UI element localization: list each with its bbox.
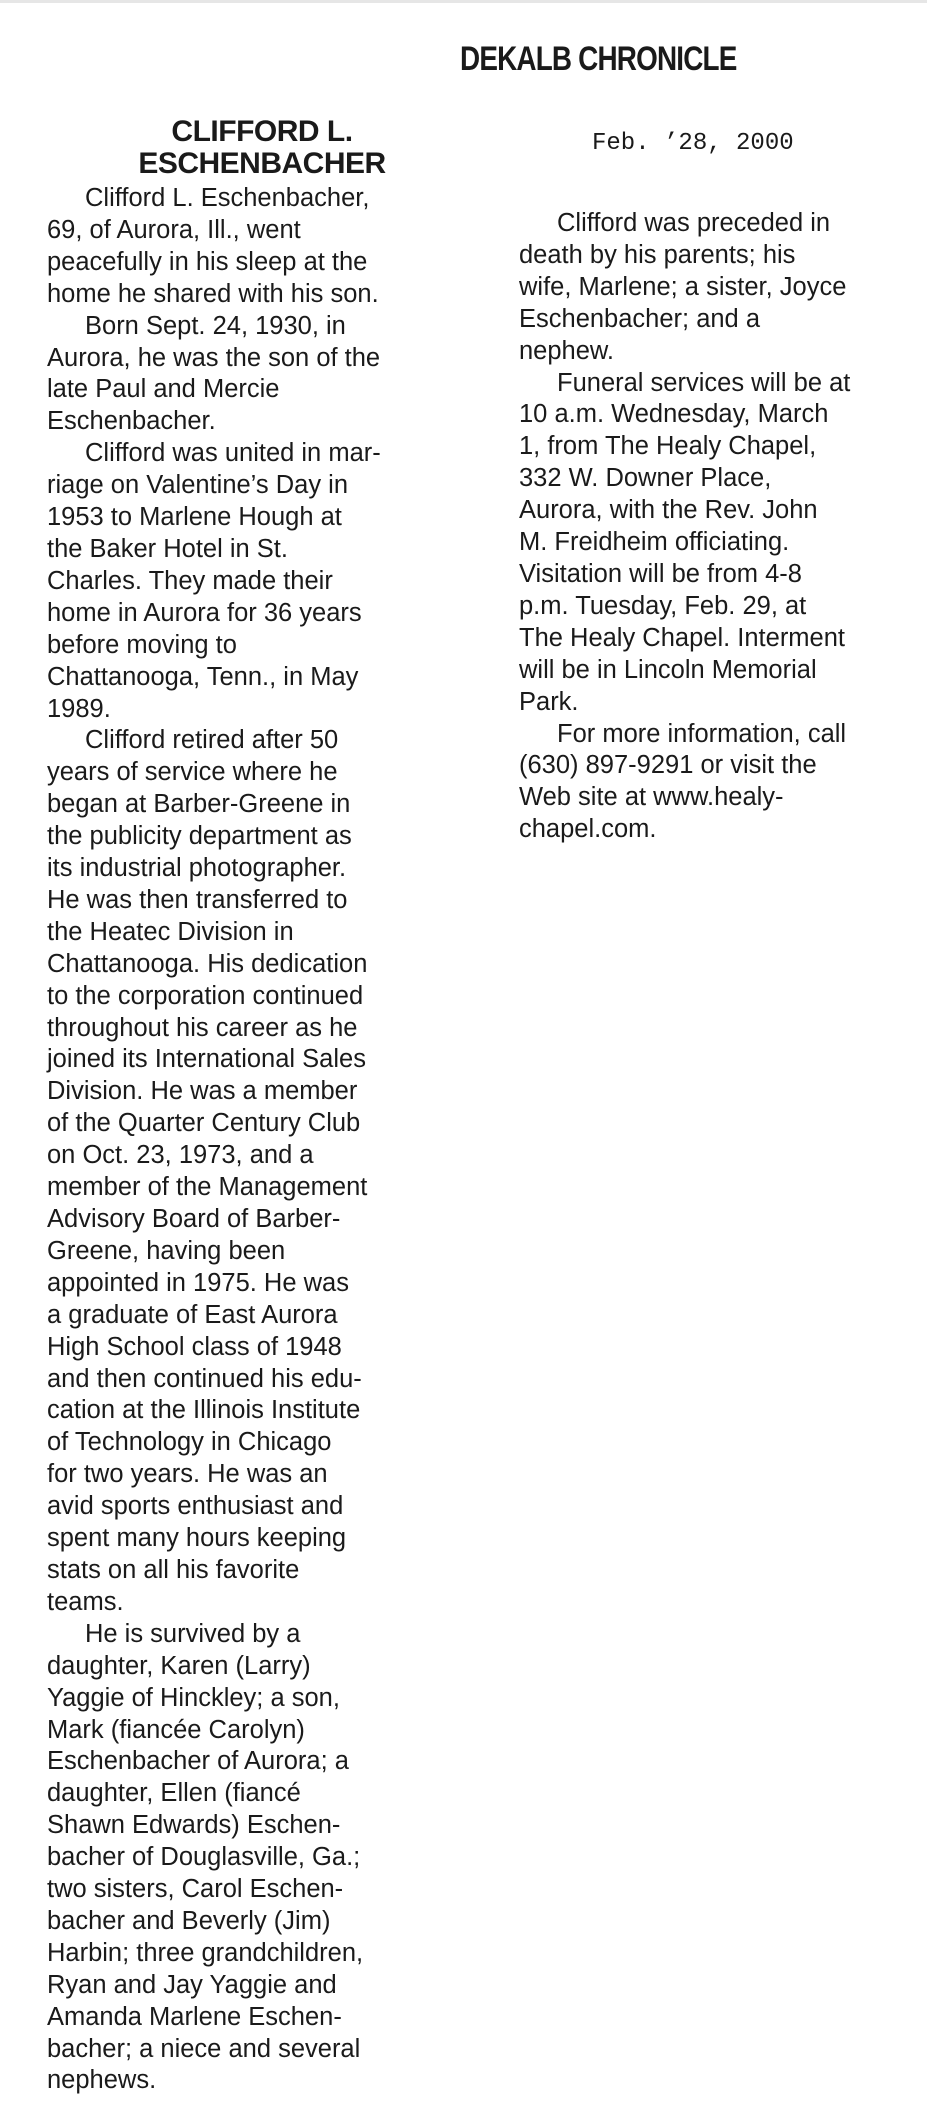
text-line: bacher and Beverly (Jim): [47, 1906, 331, 1935]
text-line: 1989.: [47, 694, 111, 723]
text-line: He is survived by a: [85, 1619, 301, 1648]
text-line: 69, of Aurora, Ill., went: [47, 215, 301, 244]
text-line: Mark (fiancée Carolyn): [47, 1715, 305, 1744]
paragraph: [519, 208, 850, 368]
text-line: Eschenbacher.: [47, 407, 216, 436]
text-line: Visitation will be from 4-8: [519, 559, 802, 588]
title-line: ESCHENBACHER: [138, 147, 386, 180]
text-line: joined its International Sales: [47, 1045, 366, 1074]
text-line: Harbin; three grandchildren,: [47, 1938, 364, 1967]
text-line: cation at the Illinois Institute: [47, 1396, 361, 1425]
text-line: the publicity department as: [47, 822, 352, 851]
text-line: Clifford L. Eschenbacher,: [85, 184, 370, 212]
text-line: Web site at www.healy-: [519, 783, 784, 812]
text-line: its industrial photographer.: [47, 854, 347, 883]
paragraph: [47, 725, 381, 1618]
text-line: a graduate of East Aurora: [47, 1300, 338, 1329]
scan-edge: [0, 0, 927, 3]
text-line: 332 W. Downer Place,: [519, 464, 772, 493]
text-line: nephew.: [519, 336, 615, 365]
text-line: late Paul and Mercie: [47, 375, 280, 404]
obituary-right-column: [519, 208, 850, 846]
text-line: appointed in 1975. He was: [47, 1268, 349, 1297]
paragraph: [47, 438, 381, 725]
text-line: Greene, having been: [47, 1236, 286, 1265]
text-line: teams.: [47, 1587, 124, 1616]
text-line: death by his parents; his: [519, 240, 796, 269]
newspaper-masthead: DEKALB CHRONICLE: [460, 40, 737, 78]
paragraph: [47, 311, 381, 439]
text-line: 1953 to Marlene Hough at: [47, 503, 342, 532]
text-line: For more information, call: [557, 719, 847, 748]
text-line: home he shared with his son.: [47, 279, 379, 308]
text-line: Aurora, with the Rev. John: [519, 496, 818, 525]
text-line: 10 a.m. Wednesday, March: [519, 400, 829, 429]
text-line: riage on Valentine’s Day in: [47, 471, 348, 500]
text-line: Funeral services will be at: [557, 368, 851, 397]
text-line: Advisory Board of Barber-: [47, 1205, 341, 1233]
text-line: Chattanooga, Tenn., in May: [47, 662, 359, 691]
text-line: the Heatec Division in: [47, 917, 294, 946]
paragraph: [519, 719, 850, 847]
text-line: (630) 897-9291 or visit the: [519, 751, 817, 780]
paragraph: [47, 183, 381, 311]
text-line: Chattanooga. His dedication: [47, 949, 368, 978]
text-line: Born Sept. 24, 1930, in: [85, 311, 346, 340]
text-line: Ryan and Jay Yaggie and: [47, 1970, 337, 1999]
text-line: on Oct. 23, 1973, and a: [47, 1141, 314, 1170]
text-line: of the Quarter Century Club: [47, 1109, 361, 1138]
text-line: chapel.com.: [519, 815, 657, 844]
obituary-left-column: [47, 183, 381, 2097]
text-line: to the corporation continued: [47, 981, 364, 1010]
text-line: p.m. Tuesday, Feb. 29, at: [519, 591, 807, 620]
text-line: M. Freidheim officiating.: [519, 528, 790, 557]
text-line: Amanda Marlene Eschen-: [47, 2002, 342, 2031]
text-line: peacefully in his sleep at the: [47, 247, 368, 276]
text-line: Eschenbacher of Aurora; a: [47, 1747, 349, 1776]
text-line: Charles. They made their: [47, 566, 333, 595]
text-line: Eschenbacher; and a: [519, 304, 761, 333]
text-line: He was then transferred to: [47, 885, 348, 914]
text-line: and then continued his edu-: [47, 1364, 362, 1393]
text-line: avid sports enthusiast and: [47, 1492, 344, 1521]
title-line: CLIFFORD L.: [171, 115, 353, 148]
obituary-title: [47, 116, 477, 180]
text-line: Park.: [519, 687, 579, 716]
text-line: Shawn Edwards) Eschen-: [47, 1811, 341, 1840]
text-line: nephews.: [47, 2066, 157, 2095]
text-line: daughter, Karen (Larry): [47, 1651, 311, 1680]
text-line: throughout his career as he: [47, 1013, 358, 1042]
text-line: wife, Marlene; a sister, Joyce: [519, 272, 847, 301]
text-line: began at Barber-Greene in: [47, 790, 351, 819]
text-line: Division. He was a member: [47, 1077, 358, 1106]
text-line: Clifford was preceded in: [557, 209, 831, 237]
text-line: Aurora, he was the son of the: [47, 343, 381, 372]
text-line: spent many hours keeping: [47, 1524, 347, 1553]
text-line: stats on all his favorite: [47, 1555, 300, 1584]
text-line: will be in Lincoln Memorial: [519, 655, 817, 684]
text-line: before moving to: [47, 630, 237, 659]
text-line: of Technology in Chicago: [47, 1428, 332, 1457]
text-line: daughter, Ellen (fiancé: [47, 1779, 301, 1808]
text-line: 1, from The Healy Chapel,: [519, 432, 817, 461]
text-line: years of service where he: [47, 758, 338, 787]
text-line: Clifford was united in mar-: [85, 439, 381, 468]
text-line: for two years. He was an: [47, 1460, 328, 1489]
paragraph: [47, 1619, 381, 2098]
text-line: two sisters, Carol Eschen-: [47, 1875, 344, 1904]
text-line: Yaggie of Hinckley; a son,: [47, 1683, 340, 1712]
text-line: Clifford retired after 50: [85, 726, 339, 755]
publication-date: Feb. ’28, 2000: [592, 130, 794, 157]
text-line: member of the Management: [47, 1173, 368, 1202]
text-line: The Healy Chapel. Interment: [519, 623, 845, 652]
paragraph: [519, 368, 850, 719]
text-line: High School class of 1948: [47, 1332, 342, 1361]
text-line: the Baker Hotel in St.: [47, 534, 288, 563]
text-line: bacher of Douglasville, Ga.;: [47, 1843, 361, 1872]
text-line: bacher; a niece and several: [47, 2034, 361, 2063]
text-line: home in Aurora for 36 years: [47, 598, 362, 627]
